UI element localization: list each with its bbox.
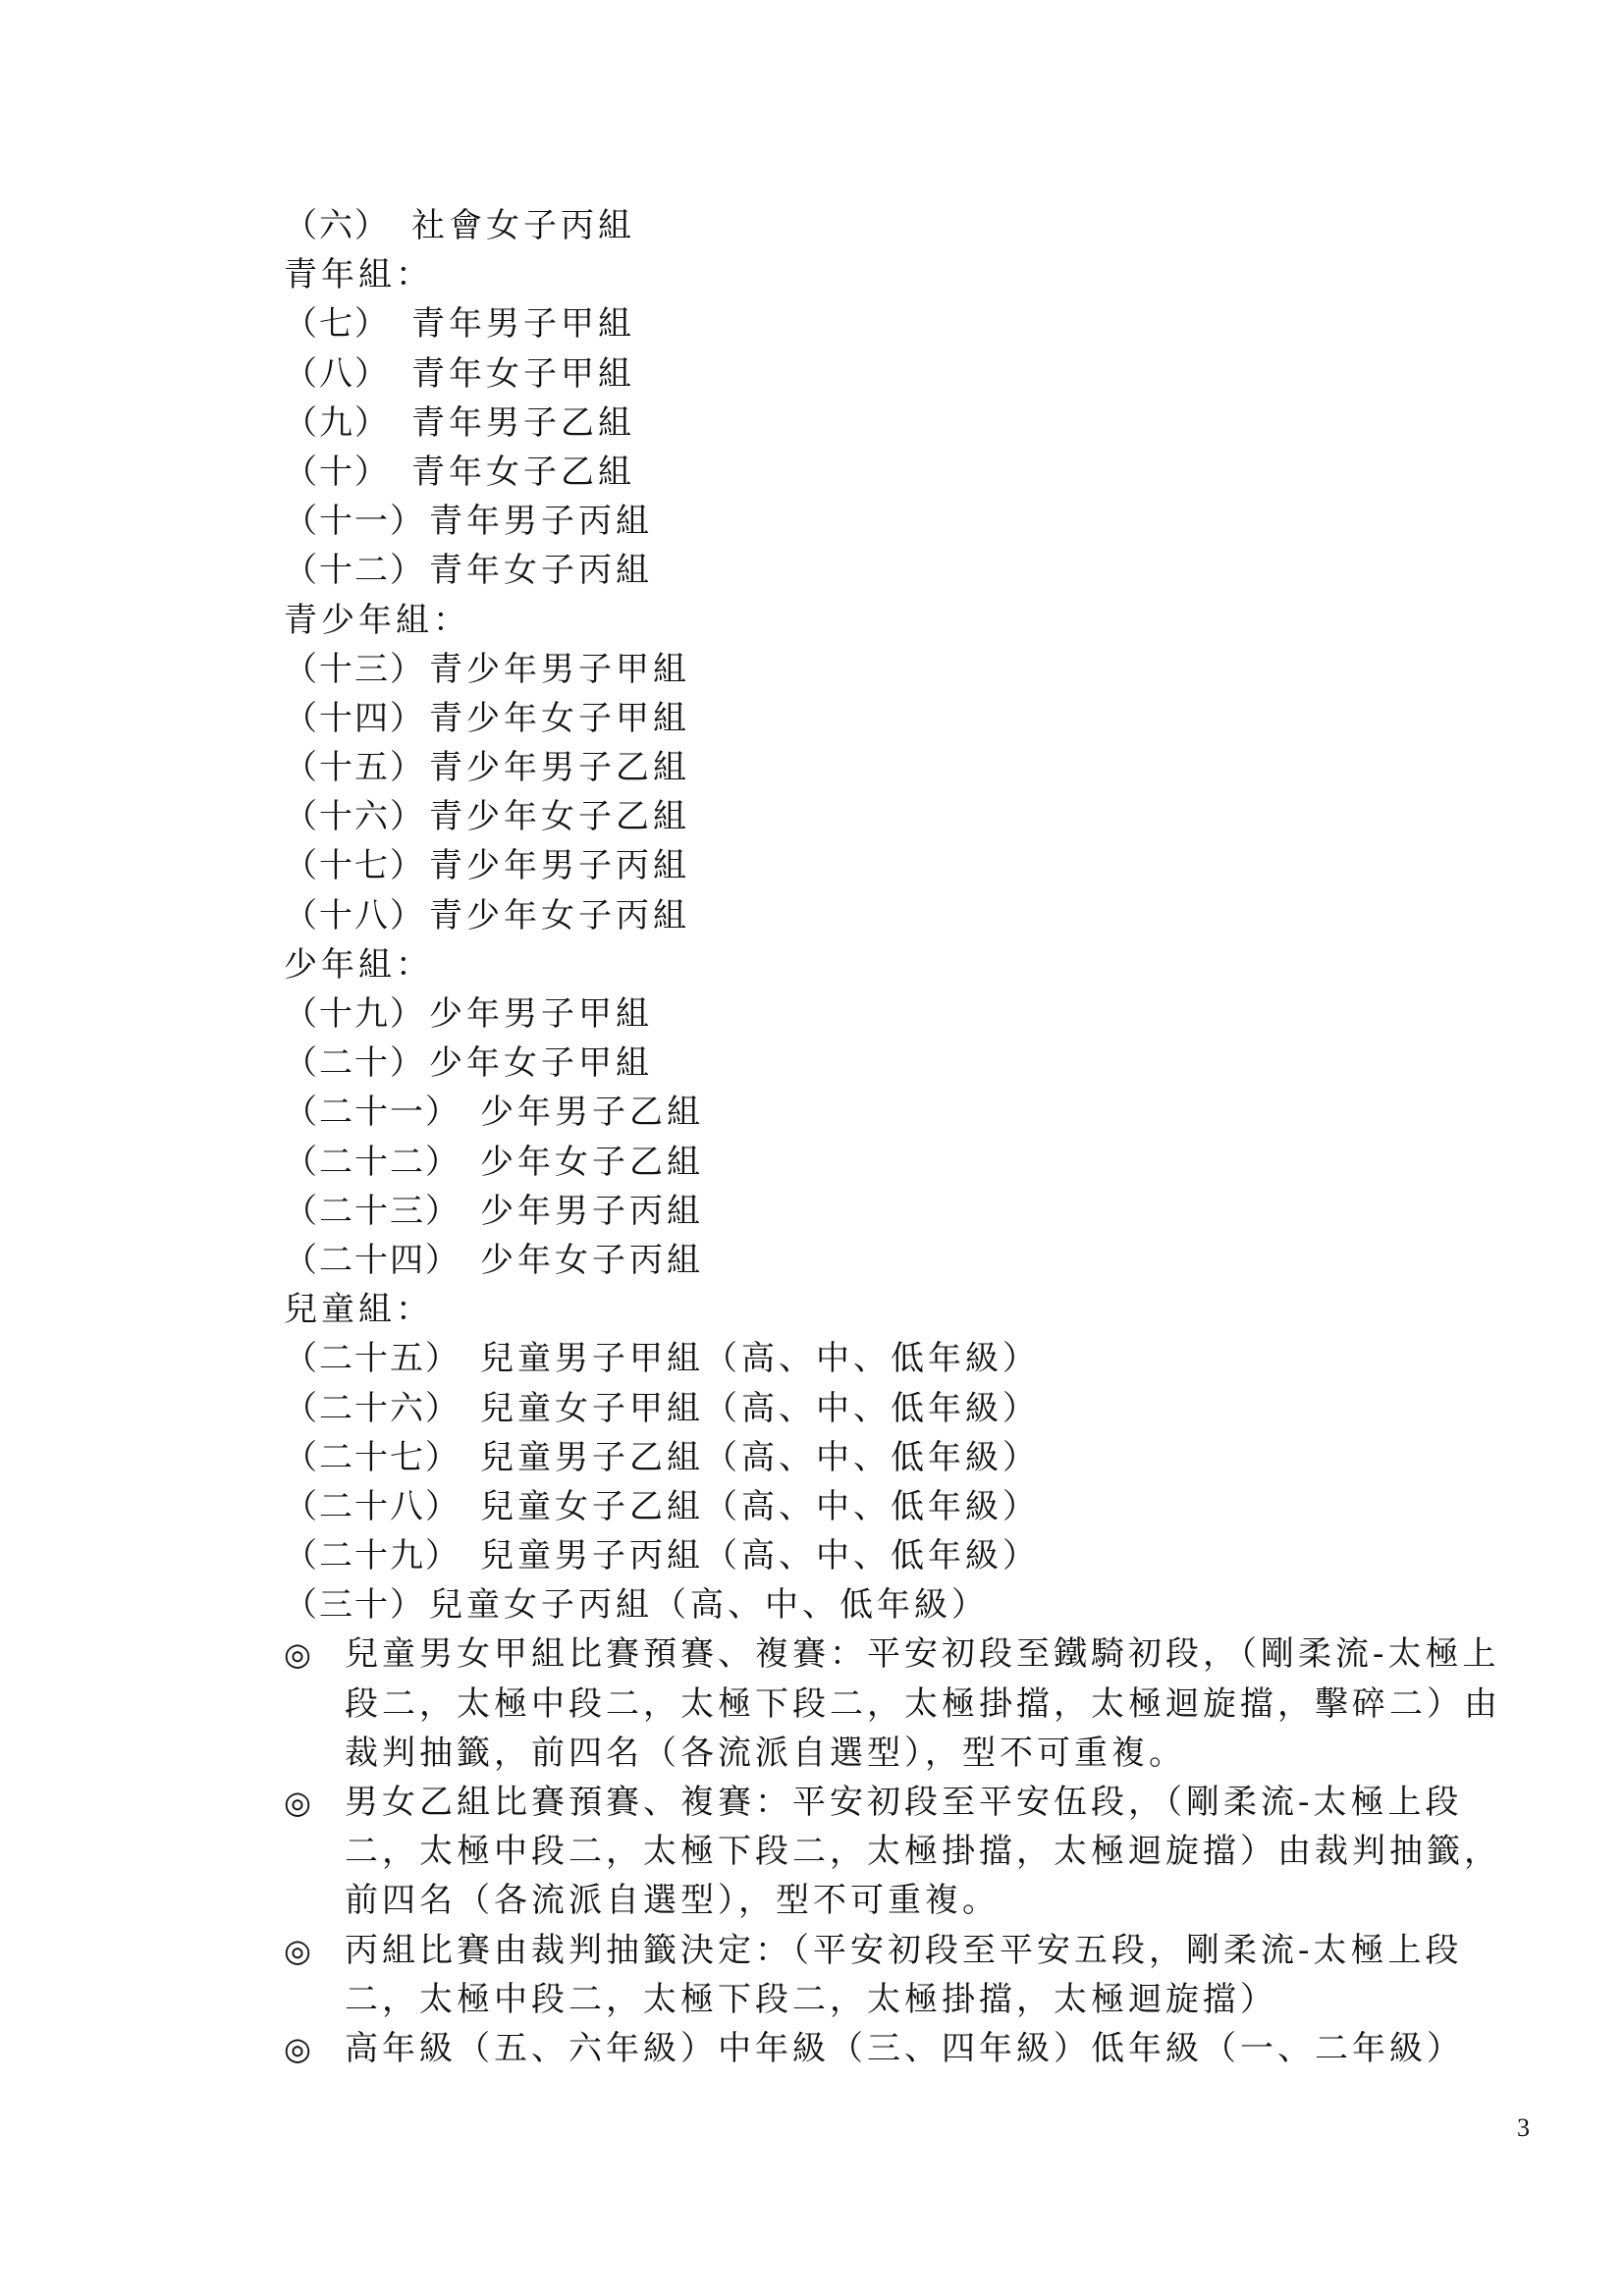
category-label: 青少年男子乙組 bbox=[429, 748, 690, 788]
section-heading: 青年組： bbox=[284, 255, 433, 295]
category-entry bbox=[284, 1531, 1541, 1580]
category-number: （二十六） bbox=[284, 1388, 460, 1428]
category-number: （二十四） bbox=[284, 1240, 460, 1280]
section-heading: 少年組： bbox=[284, 944, 433, 985]
category-entry bbox=[284, 497, 1541, 546]
category-number: （十九） bbox=[284, 994, 425, 1034]
category-number: （八） bbox=[284, 353, 390, 394]
bullseye-icon: ◎ bbox=[284, 2030, 315, 2068]
category-number: （十一） bbox=[284, 502, 425, 542]
category-label: 兒童女子甲組（高、中、低年級） bbox=[480, 1388, 1040, 1428]
category-label: 兒童男子乙組（高、中、低年級） bbox=[480, 1437, 1040, 1477]
category-entry bbox=[284, 743, 1541, 792]
category-label: 少年女子甲組 bbox=[429, 1043, 653, 1084]
category-entry bbox=[284, 1236, 1541, 1285]
category-label: 少年女子乙組 bbox=[480, 1142, 704, 1182]
category-number: （二十七） bbox=[284, 1437, 460, 1477]
bullseye-icon: ◎ bbox=[284, 1784, 315, 1822]
category-label: 青少年女子丙組 bbox=[429, 895, 690, 935]
category-number: （十） bbox=[284, 452, 390, 492]
category-label: 少年男子丙組 bbox=[480, 1191, 704, 1231]
category-label: 青年女子甲組 bbox=[411, 353, 635, 394]
category-label: 兒童男子丙組（高、中、低年級） bbox=[480, 1536, 1040, 1576]
rule-note-text: 男女乙組比賽預賽、複賽：平安初段至平安伍段，（剛柔流-太極上段二，太極中段二，太極下段二，太極掛擋，太極迴旋擋）由裁判抽籤，前四名（各流派自選型），型不可重複。 bbox=[345, 1783, 1501, 1921]
category-number: （九） bbox=[284, 402, 390, 443]
category-number: （二十） bbox=[284, 1043, 425, 1084]
category-label: 少年女子丙組 bbox=[480, 1240, 704, 1280]
category-entry bbox=[284, 1580, 1541, 1629]
category-label: 兒童女子乙組（高、中、低年級） bbox=[480, 1486, 1040, 1526]
category-entry bbox=[284, 694, 1541, 743]
category-label: 少年男子乙組 bbox=[480, 1093, 704, 1133]
category-label: 青年男子甲組 bbox=[411, 304, 635, 345]
category-entry bbox=[284, 1039, 1541, 1088]
category-entry bbox=[284, 792, 1541, 841]
category-number: （十四） bbox=[284, 698, 425, 738]
category-entry bbox=[284, 448, 1541, 497]
bullseye-icon: ◎ bbox=[284, 1635, 315, 1674]
category-entry bbox=[284, 1334, 1541, 1383]
category-entry bbox=[284, 546, 1541, 595]
category-entry bbox=[284, 1482, 1541, 1531]
category-label: 青年女子乙組 bbox=[411, 452, 635, 492]
category-entry bbox=[284, 1088, 1541, 1137]
category-entry bbox=[284, 841, 1541, 890]
document-body bbox=[284, 201, 1541, 2073]
rule-note bbox=[284, 2024, 1541, 2073]
rule-note bbox=[284, 1926, 1541, 2024]
category-number: （十五） bbox=[284, 748, 425, 788]
category-label: 青少年男子甲組 bbox=[429, 649, 690, 689]
category-number: （三十） bbox=[284, 1585, 425, 1626]
category-label: 青少年女子甲組 bbox=[429, 698, 690, 738]
rule-note-text: 高年級（五、六年級）中年級（三、四年級）低年級（一、二年級） bbox=[345, 2029, 1464, 2069]
category-number: （十二） bbox=[284, 551, 425, 591]
category-entry bbox=[284, 989, 1541, 1039]
category-label: 社會女子丙組 bbox=[411, 206, 635, 245]
category-label: 青年女子丙組 bbox=[429, 551, 653, 591]
section-heading: 兒童組： bbox=[284, 1290, 433, 1330]
section-heading: 青少年組： bbox=[284, 600, 470, 640]
category-entry bbox=[284, 1138, 1541, 1187]
category-label: 青少年女子乙組 bbox=[429, 797, 690, 837]
category-entry bbox=[284, 299, 1541, 348]
rule-note bbox=[284, 1629, 1541, 1778]
category-label: 青年男子乙組 bbox=[411, 402, 635, 443]
category-number: （二十三） bbox=[284, 1191, 460, 1231]
rule-note-text: 兒童男女甲組比賽預賽、複賽：平安初段至鐵騎初段，（剛柔流-太極上段二，太極中段二，太極下段二，太極掛擋，太極迴旋擋，擊碎二）由裁判抽籤，前四名（各流派自選型），型不可重複。 bbox=[345, 1634, 1501, 1773]
category-entry bbox=[284, 645, 1541, 694]
category-label: 兒童男子甲組（高、中、低年級） bbox=[480, 1339, 1040, 1379]
category-entry bbox=[284, 1187, 1541, 1236]
bullseye-icon: ◎ bbox=[284, 1931, 315, 1969]
category-entry bbox=[284, 201, 1541, 250]
category-entry bbox=[284, 399, 1541, 448]
category-label: 青年男子丙組 bbox=[429, 502, 653, 542]
category-number: （二十一） bbox=[284, 1093, 460, 1133]
category-label: 少年男子甲組 bbox=[429, 994, 653, 1034]
page-number: 3 bbox=[1517, 2113, 1530, 2142]
category-number: （十七） bbox=[284, 846, 425, 886]
category-number: （十六） bbox=[284, 797, 425, 837]
category-number: （六） bbox=[284, 206, 390, 245]
rule-note bbox=[284, 1778, 1541, 1926]
category-label: 兒童女子丙組（高、中、低年級） bbox=[429, 1585, 989, 1626]
category-entry bbox=[284, 349, 1541, 399]
category-label: 青少年男子丙組 bbox=[429, 846, 690, 886]
category-number: （二十九） bbox=[284, 1536, 460, 1576]
category-number: （二十五） bbox=[284, 1339, 460, 1379]
category-number: （二十八） bbox=[284, 1486, 460, 1526]
rule-note-text: 丙組比賽由裁判抽籤決定：（平安初段至平安五段，剛柔流-太極上段二，太極中段二，太極下段二，太極掛擋，太極迴旋擋） bbox=[345, 1930, 1463, 2019]
category-entry bbox=[284, 891, 1541, 940]
category-entry bbox=[284, 1433, 1541, 1482]
category-entry bbox=[284, 1384, 1541, 1433]
category-number: （七） bbox=[284, 304, 390, 345]
category-number: （十八） bbox=[284, 895, 425, 935]
category-number: （二十二） bbox=[284, 1142, 460, 1182]
category-number: （十三） bbox=[284, 649, 425, 689]
